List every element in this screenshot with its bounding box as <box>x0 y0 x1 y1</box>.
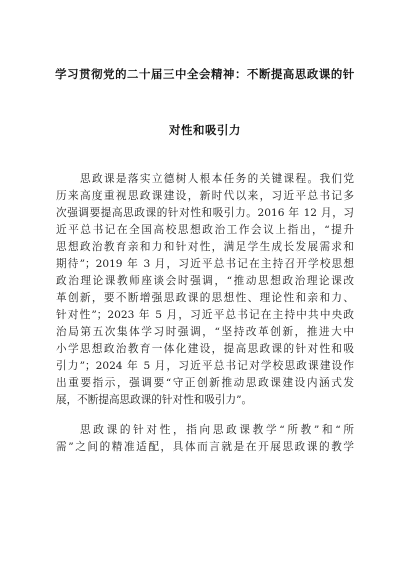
paragraph-2-line: 需”之间的精准适配，具体而言就是在开展思政课的教学 <box>56 441 354 453</box>
paragraph-1-line: 革创新，要不断增强思政课的思想性、理论性和亲和力、 <box>56 292 354 304</box>
paragraph-1-line: 思政课是落实立德树人根本任务的关键课程。我们党 <box>80 173 354 185</box>
paragraph-1-line: 政治理论课教师座谈会时强调，“推动思想政治理论课改 <box>56 275 354 287</box>
paragraph-1-line: 治局第五次集体学习时强调，“坚持改革创新，推进大中 <box>56 326 354 338</box>
paragraph-1-line: 展，不断提高思政课的针对性和吸引力”。 <box>56 394 253 406</box>
paragraph-1-line: 引力”；2024 年 5 月，习近平总书记对学校思政课建设作 <box>56 360 354 372</box>
paragraph-1-line: 期待”；2019 年 3 月，习近平总书记在主持召开学校思想 <box>56 258 354 270</box>
paragraph-1-line: 近平总书记在全国高校思想政治工作会议上指出，“提升 <box>56 224 354 236</box>
paragraph-1-line: 历来高度重视思政课建设，新时代以来，习近平总书记多 <box>56 190 354 202</box>
paragraph-2-line: 思政课的针对性，指向思政课教学“所教”和“所 <box>80 424 354 436</box>
paragraph-1-line: 次强调要提高思政课的针对性和吸引力。2016 年 12 月，习 <box>56 207 354 219</box>
paragraph-1-line: 出重要指示，强调要“守正创新推动思政课建设内涵式发 <box>56 377 354 389</box>
paragraph-1-line: 小学思想政治教育一体化建设，提高思政课的针对性和吸 <box>56 343 354 355</box>
document-title-line-2: 对性和吸引力 <box>169 123 241 137</box>
paragraph-1-line: 针对性”；2023 年 5 月，习近平总书记在主持中共中央政 <box>56 309 354 321</box>
paragraph-1-line: 思想政治教育亲和力和针对性，满足学生成长发展需求和 <box>56 241 354 253</box>
document-title-line-1: 学习贯彻党的二十届三中全会精神：不断提高思政课的针 <box>55 67 355 81</box>
